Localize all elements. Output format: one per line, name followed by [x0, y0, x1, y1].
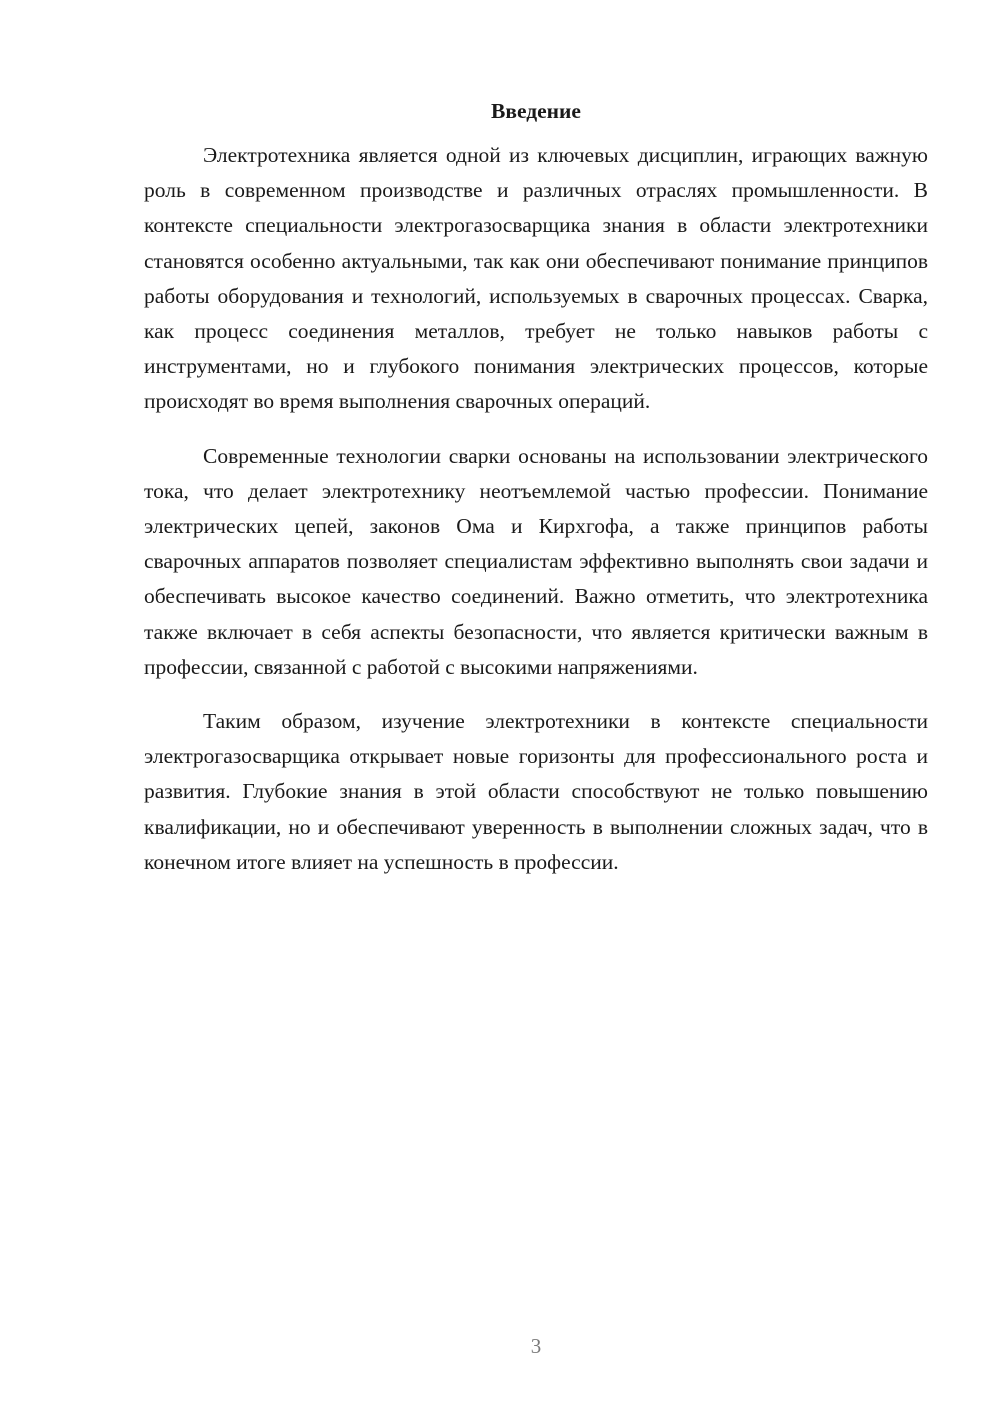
page-number: 3	[530, 1334, 542, 1358]
paragraph-3: Таким образом, изучение электротехники в контексте специальности электрогазосварщика открывает новые горизонты для профессионального роста и развития. Глубокие знания в этой области способствуют не только повышению квалификации, но и обеспечивают уверенность в выполнении сложных задач, что в конечном итоге влияет на успешность в профессии.	[144, 709, 928, 874]
page-content	[144, 96, 928, 899]
paragraph-1: Электротехника является одной из ключевых дисциплин, играющих важную роль в современном производстве и различных отраслях промышленности. В контексте специальности электрогазосварщика знания в области электротехники становятся особенно актуальными, так как они обеспечивают понимание принципов работы оборудования и технологий, используемых в сварочных процессах. Сварка, как процесс соединения металлов, требует не только навыков работы с инструментами, но и глубокого понимания электрических процессов, которые происходят во время выполнения сварочных операций.	[144, 143, 928, 414]
section-heading: Введение	[491, 99, 581, 123]
paragraph-2: Современные технологии сварки основаны на использовании электрического тока, что делает электротехнику неотъемлемой частью профессии. Понимание электрических цепей, законов Ома и Кирхгофа, а также принципов работы сварочных аппаратов позволяет специалистам эффективно выполнять свои задачи и обеспечивать высокое качество соединений. Важно отметить, что электротехника также включает в себя аспекты безопасности, что является критически важным в профессии, связанной с работой с высокими напряжениями.	[144, 443, 928, 679]
